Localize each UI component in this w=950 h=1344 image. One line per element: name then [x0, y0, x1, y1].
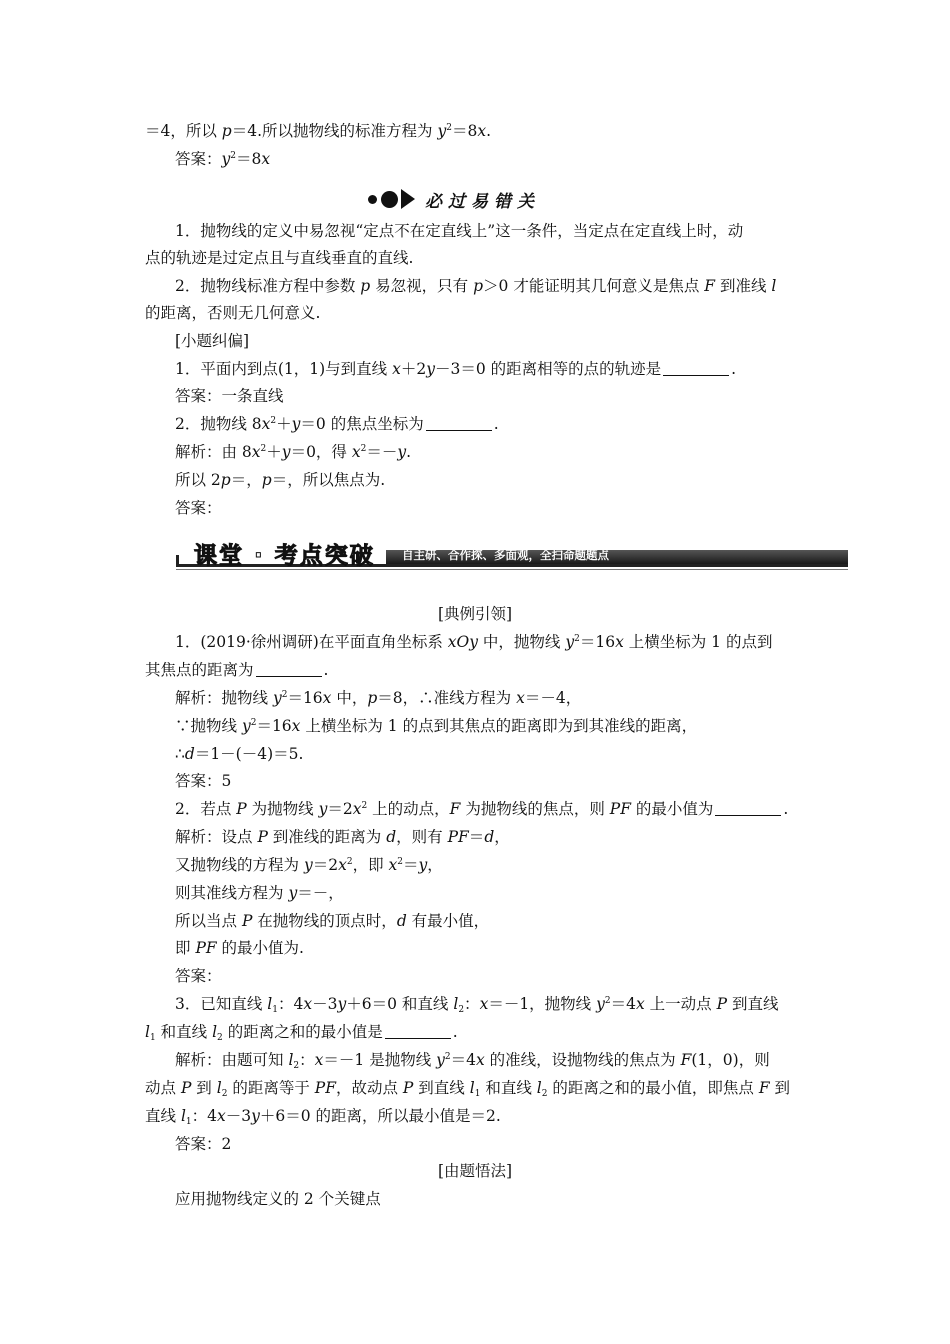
answer-line: 答案：$y^2=8x$ [175, 150, 271, 168]
section-heading: [小题纠偏] [175, 332, 250, 350]
banner-subtitle: 自主研、合作探、多面观，全扫命题题点 [402, 548, 609, 562]
banner-title: 必过易错关 [425, 191, 540, 212]
question-line: 3．已知直线 $l_1$：4x－3y＋6＝0 和直线 $l_2$：x＝－1，抛物线 $y^2=4x$ 上一动点 P 到直线 [175, 995, 779, 1015]
answer-line: 答案：2 [175, 1135, 232, 1153]
section-banner-classroom [176, 537, 848, 569]
question-line: 1．平面内到点(1，1)与到直线 x＋2y－3＝0 的距离相等的点的轨迹是 . [175, 360, 737, 378]
text-line: 点的轨迹是过定点且与直线垂直的直线. [145, 249, 414, 267]
solution-line: 解析：抛物线 $y^2=16x$ 中，p＝8，∴准线方程为 x＝－4， [175, 689, 582, 707]
solution-line: 解析：设点 P 到准线的距离为 d，则有 PF＝d， [175, 828, 510, 846]
answer-blank [715, 801, 781, 816]
banner-title: 课堂 · 考点突破 [194, 543, 375, 569]
answer-line: 答案： [175, 967, 222, 985]
solution-line: 所以 2p＝，p＝，所以焦点为. [175, 471, 386, 489]
solution-line: 即 PF 的最小值为. [175, 939, 304, 957]
text-line: ＝4，所以 p＝4.所以抛物线的标准方程为 $y^2=8x$. [145, 122, 492, 140]
solution-line: ∴d＝1－(－4)＝5. [175, 745, 304, 763]
section-banner-pitfalls [368, 187, 540, 211]
answer-blank [256, 662, 322, 677]
section-heading: [典例引领] [437, 605, 513, 623]
solution-line: 所以当点 P 在抛物线的顶点时，d 有最小值， [175, 912, 490, 930]
answer-line: 答案：5 [175, 772, 232, 790]
text-line: 2．抛物线标准方程中参数 p 易忽视，只有 p＞0 才能证明其几何意义是焦点 F 到准线 l [175, 277, 777, 295]
question-line: 其焦点的距离为 . [145, 661, 329, 679]
answer-blank [385, 1024, 451, 1039]
solution-line: 解析：由题可知 $l_2$：x＝－1 是抛物线 $y^2=4x$ 的准线，设抛物线的焦点为 F(1，0)，则 [175, 1051, 770, 1071]
dot-icon [368, 195, 377, 204]
section-heading: [由题悟法] [437, 1162, 513, 1180]
text-line: 的距离，否则无几何意义. [145, 304, 321, 322]
solution-line: 又抛物线的方程为 $y=2x^2$，即 $x^2=y$， [175, 856, 443, 874]
question-line: 2．抛物线 $8x^2+y=0$ 的焦点坐标为 . [175, 415, 499, 433]
solution-line: 动点 P 到 $l_2$ 的距离等于 PF，故动点 P 到直线 $l_1$ 和直线 $l_2$ 的距离之和的最小值，即焦点 F 到 [145, 1079, 791, 1099]
answer-blank [663, 361, 729, 376]
answer-line: 答案： [175, 499, 222, 517]
answer-blank [426, 416, 492, 431]
dot-icon [381, 191, 398, 208]
question-line: 1．(2019·徐州调研)在平面直角坐标系 xOy 中，抛物线 $y^2=16x$ 上横坐标为 1 的点到 [175, 633, 773, 651]
solution-line: 直线 $l_1$：4x－3y＋6＝0 的距离，所以最小值是＝2. [145, 1107, 501, 1127]
answer-line: 答案：一条直线 [175, 387, 284, 405]
arrow-icon [401, 189, 415, 209]
solution-line: 解析：由 $8x^2+y=0$，得 $x^2=-y$. [175, 443, 412, 461]
question-line: $l_1$ 和直线 $l_2$ 的距离之和的最小值是 . [145, 1023, 458, 1043]
text-line: 应用抛物线定义的 2 个关键点 [175, 1190, 381, 1208]
solution-line: 则其准线方程为 y＝－， [175, 884, 344, 902]
text-line: 1．抛物线的定义中易忽视“定点不在定直线上”这一条件，当定点在定直线上时，动 [175, 222, 744, 240]
solution-line: ∵抛物线 $y^2=16x$ 上横坐标为 1 的点到其焦点的距离即为到其准线的距离， [175, 717, 698, 735]
question-line: 2．若点 P 为抛物线 $y=2x^2$ 上的动点，F 为抛物线的焦点，则 PF 的最小值为 . [175, 800, 789, 818]
